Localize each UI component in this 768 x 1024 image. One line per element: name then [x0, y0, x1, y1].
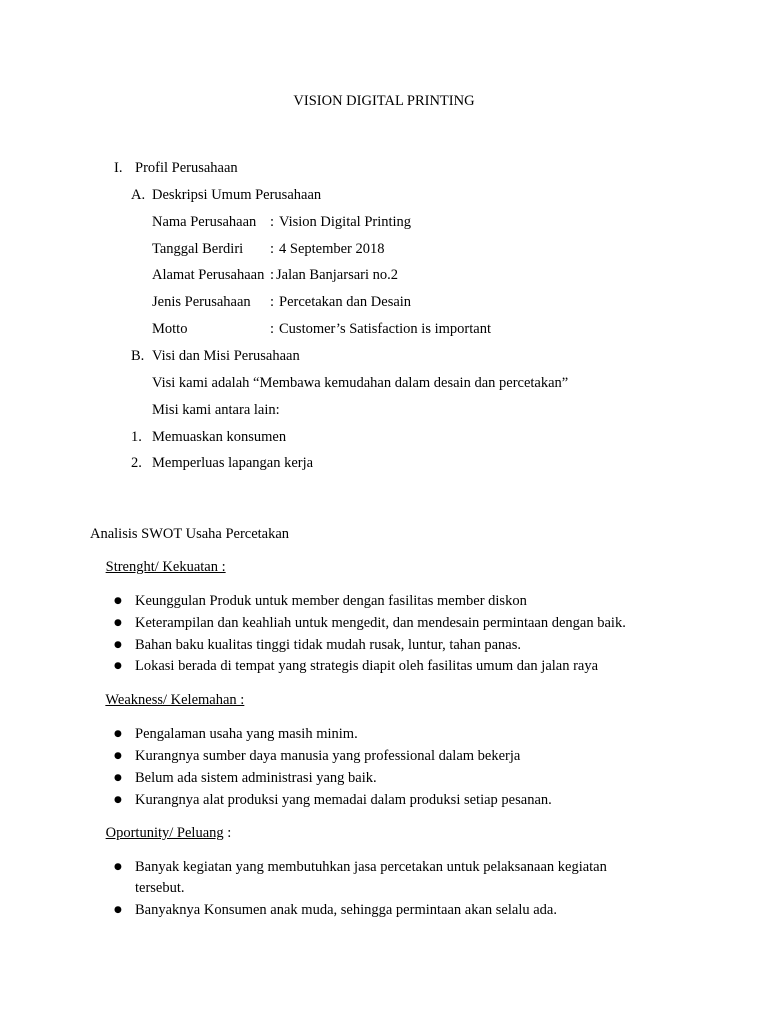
subsection-letter: B. [131, 348, 145, 364]
field-label: Motto [152, 321, 188, 337]
bullet-icon: ● [114, 751, 122, 761]
bullet-icon: ● [114, 773, 122, 783]
field-value: 4 September 2018 [279, 241, 385, 257]
subsection-letter: A. [131, 187, 146, 203]
list-item: Kurangnya sumber daya manusia yang professional dalam bekerja [135, 748, 521, 764]
field-separator: : [270, 241, 275, 257]
bullet-icon: ● [114, 596, 122, 606]
list-item: Kurangnya alat produksi yang memadai dalam produksi setiap pesanan. [135, 792, 552, 808]
field-label: Alamat Perusahaan [152, 267, 265, 283]
list-item: Belum ada sistem administrasi yang baik. [135, 770, 377, 786]
field-separator: : [270, 321, 275, 337]
misi-item: Memuaskan konsumen [152, 429, 287, 445]
bullet-icon: ● [114, 729, 122, 739]
misi-number: 2. [131, 455, 142, 471]
subsection-heading: Visi dan Misi Perusahaan [152, 348, 300, 364]
strength-label: Strenght/ Kekuatan : [105, 559, 226, 575]
list-item-continuation: tersebut. [135, 880, 185, 896]
list-item: Banyak kegiatan yang membutuhkan jasa percetakan untuk pelaksanaan kegiatan [135, 859, 607, 875]
bullet-icon: ● [114, 618, 122, 628]
bullet-icon: ● [114, 661, 122, 671]
list-item: Bahan baku kualitas tinggi tidak mudah rusak, luntur, tahan panas. [135, 637, 521, 653]
weakness-label: Weakness/ Kelemahan : [105, 692, 245, 708]
bullet-icon: ● [114, 862, 122, 872]
field-value: Jalan Banjarsari no.2 [276, 267, 399, 283]
field-separator: : [270, 214, 275, 230]
misi-intro: Misi kami antara lain: [152, 402, 280, 418]
field-value: Vision Digital Printing [279, 214, 412, 230]
section-heading: Profil Perusahaan [135, 160, 238, 176]
strength-heading [90, 559, 226, 576]
field-label: Jenis Perusahaan [152, 294, 251, 310]
list-item: Pengalaman usaha yang masih minim. [135, 726, 358, 742]
opportunity-label: Oportunity/ Peluang [105, 825, 224, 841]
field-value: Customer’s Satisfaction is important [279, 321, 491, 337]
field-separator: : [270, 294, 275, 310]
visi-statement: Visi kami adalah “Membawa kemudahan dalam desain dan percetakan” [152, 375, 569, 391]
opportunity-heading [90, 825, 231, 842]
subsection-heading: Deskripsi Umum Perusahaan [152, 187, 322, 203]
misi-item: Memperluas lapangan kerja [152, 455, 314, 471]
swot-heading: Analisis SWOT Usaha Percetakan [90, 526, 290, 542]
field-label: Nama Perusahaan [152, 214, 257, 230]
list-item: Lokasi berada di tempat yang strategis diapit oleh fasilitas umum dan jalan raya [135, 658, 599, 674]
bullet-icon: ● [114, 640, 122, 650]
document-title: VISION DIGITAL PRINTING [293, 93, 475, 109]
section-number: I. [114, 160, 123, 176]
field-label: Tanggal Berdiri [152, 241, 244, 257]
field-value: Percetakan dan Desain [279, 294, 412, 310]
misi-number: 1. [131, 429, 142, 445]
opportunity-suffix: : [223, 825, 232, 841]
weakness-heading [90, 692, 244, 709]
bullet-icon: ● [114, 795, 122, 805]
list-item: Keterampilan dan keahliah untuk mengedit, dan mendesain permintaan dengan baik. [135, 615, 626, 631]
field-separator: : [270, 267, 275, 283]
bullet-icon: ● [114, 905, 122, 915]
list-item: Keunggulan Produk untuk member dengan fasilitas member diskon [135, 593, 527, 609]
list-item: Banyaknya Konsumen anak muda, sehingga permintaan akan selalu ada. [135, 902, 557, 918]
